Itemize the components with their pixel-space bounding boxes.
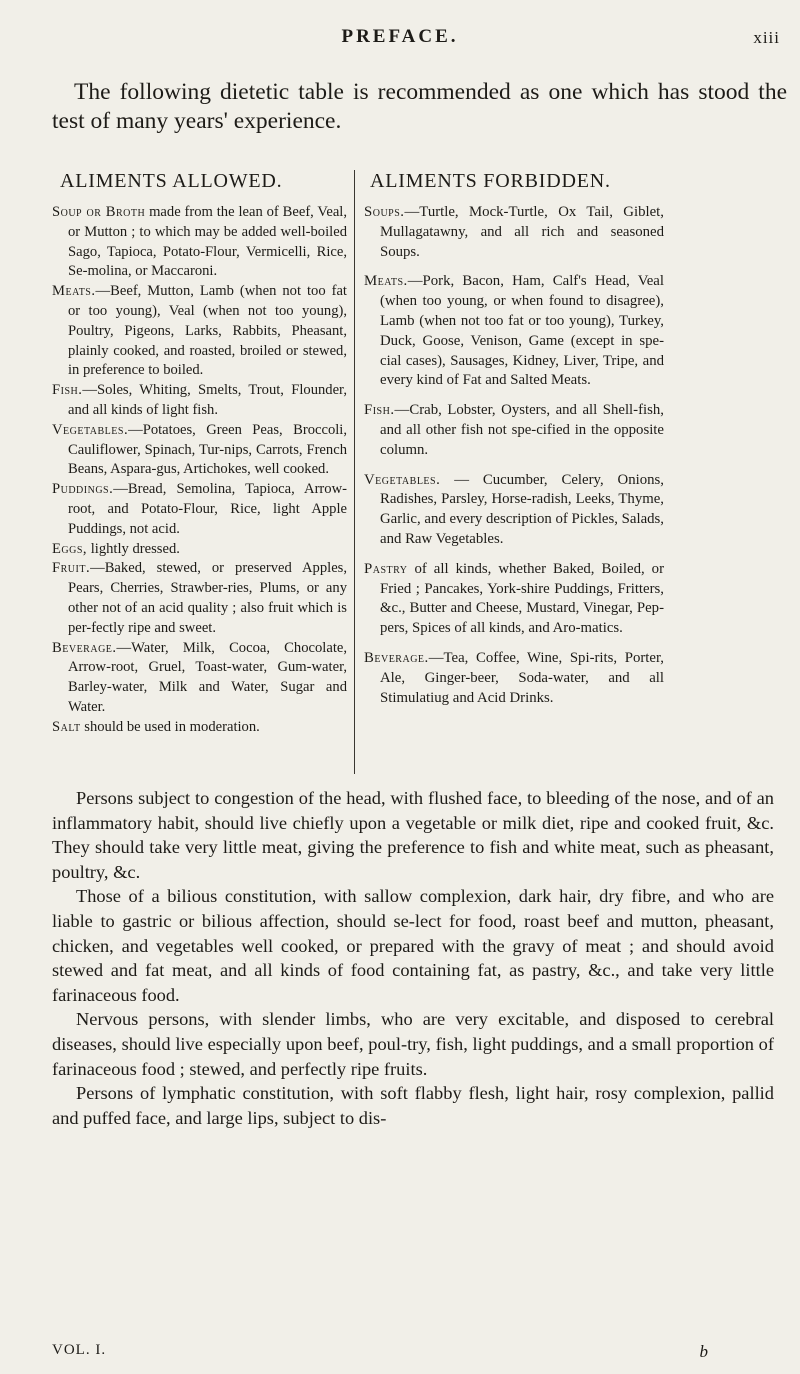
entry-heading: Meats. (52, 283, 96, 300)
entry-text: lightly dressed. (87, 540, 180, 557)
entry-text: —Tea, Coffee, Wine, Spi-rits, Porter, Ale, Ginger-beer, Soda-water, and all Stimulatiug and Acid Drinks. (380, 649, 664, 706)
entry-text: of all kinds, whether Baked, Boiled, or Fried ; Pancakes, York-shire Puddings, Fritters, &c., Butter and Cheese, Mustard, Vinegar, Pep-pers, Spices of all kinds, and Aro-matics. (380, 560, 664, 637)
paragraph: Persons of lymphatic constitution, with soft flabby flesh, light hair, rosy complexion, pallid and puffed face, and large lips, subject to dis- (52, 1083, 774, 1128)
running-head: PREFACE. (341, 26, 459, 47)
entry-text: —Beef, Mutton, Lamb (when not too fat or too young), Veal (when not too young), Poultry, Pigeons, Larks, Rabbits, Pheasant, plainly cooked, and roasted, broiled or stewed, in preference to boiled. (68, 283, 347, 379)
entry-text: —Water, Milk, Cocoa, Chocolate, Arrow-root, Gruel, Toast-water, Gum-water, Barley-water, Milk and Water, Sugar and Water. (68, 639, 347, 715)
entry-text: —Pork, Bacon, Ham, Calf's Head, Veal (when too young, or when found to disagree), Lamb (when not too fat or too young), Turkey, Duck, Goose, Venison, Game (except in spe-cial cases), Sausages, Kidney, Liver, Tripe, and every kind of Fat and Salted Meats. (380, 273, 664, 389)
entry-heading: Fish. (52, 382, 83, 399)
entry-text: —Crab, Lobster, Oysters, and all Shell-fish, and all other fish not spe-cified in the opposite column. (380, 402, 664, 458)
entry-heading: Pastry (364, 560, 408, 577)
entry-text: —Turtle, Mock-Turtle, Ox Tail, Giblet, Mullagatawny, and all rich and seasoned Soups. (380, 204, 664, 260)
entry-heading: Fish. (364, 402, 395, 419)
entry-heading: Beverage. (364, 649, 429, 666)
table-entry (52, 639, 347, 718)
column-divider (354, 170, 355, 774)
table-entry (52, 282, 347, 381)
paragraph: Persons subject to congestion of the head, with flushed face, to bleeding of the nose, and of an inflammatory habit, should live chiefly upon a vegetable or milk diet, ripe and cooked fruit, &c. They should take very little meat, giving the preference to fish and white meat, such as pheasant, poultry, &c. (52, 788, 774, 882)
table-entry (364, 203, 664, 262)
allowed-column (52, 170, 347, 738)
entry-text: —Soles, Whiting, Smelts, Trout, Flounder, and all kinds of light fish. (68, 382, 347, 418)
page-footer (52, 1342, 774, 1359)
intro-paragraph: The following dietetic table is recommended as one which has stood the test of many years' experience. (52, 79, 787, 134)
entry-text: should be used in moderation. (80, 718, 260, 735)
table-entry (364, 471, 664, 550)
entry-heading: Eggs, (52, 540, 88, 557)
entry-text: —Baked, stewed, or preserved Apples, Pears, Cherries, Strawber-ries, Plums, or any other not of an acid quality ; also fruit which is per-fectly ripe and sweet. (68, 560, 347, 636)
table-entry (52, 718, 347, 738)
paragraph: Those of a bilious constitution, with sallow complexion, dark hair, dry fibre, and who are liable to gastric or bilious affection, should se-lect for food, roast beef and mutton, pheasant, chicken, and vegetables well cooked, or prepared with the gravy of meat ; and should avoid stewed and fat meat, and all kinds of food containing fat, as pastry, &c., and take very little farinaceous food. (52, 886, 774, 1005)
entry-heading: Meats. (364, 273, 408, 290)
forbidden-column (364, 170, 664, 718)
body-text (52, 786, 774, 1130)
entry-heading: Puddings. (52, 481, 114, 498)
table-entry (52, 421, 347, 480)
table-entry (52, 203, 347, 282)
entry-text: —Bread, Semolina, Tapioca, Arrow-root, and Potato-Flour, Rice, light Apple Puddings, not acid. (68, 481, 347, 537)
forbidden-entries (364, 203, 664, 708)
entry-heading: Vegetables. (364, 471, 441, 488)
entry-heading: Vegetables. (52, 421, 129, 438)
entry-text: made from the lean of Beef, Veal, or Mutton ; to which may be added well-boiled Sago, Tapioca, Potato-Flour, Vermicelli, Rice, Se-molina, or Maccaroni. (68, 204, 347, 280)
entry-text: — Cucumber, Celery, Onions, Radishes, Parsley, Horse-radish, Leeks, Thyme, Garlic, and every description of Pickles, Salads, and Raw Vegetables. (380, 471, 664, 547)
entry-heading: Soups. (364, 204, 405, 220)
table-entry (364, 272, 664, 391)
volume-label: VOL. I. (52, 1342, 107, 1358)
paragraph: Nervous persons, with slender limbs, who are very excitable, and disposed to cerebral diseases, should live especially upon beef, poul-try, fish, light puddings, and a small proportion of farinaceous food ; stewed, and perfectly ripe fruits. (52, 1009, 774, 1079)
entry-heading: Salt (52, 718, 81, 735)
table-entry (52, 540, 347, 560)
allowed-entries (52, 203, 347, 738)
table-entry (52, 480, 347, 539)
table-entry (364, 649, 664, 708)
entry-heading: Soup or Broth (52, 204, 146, 220)
entry-text: —Potatoes, Green Peas, Broccoli, Cauliflower, Spinach, Tur-nips, Carrots, French Beans, Aspara-gus, Artichokes, well cooked. (68, 421, 347, 478)
entry-heading: Fruit. (52, 560, 91, 577)
page-number: xiii (753, 28, 780, 47)
allowed-title: ALIMENTS ALLOWED. (60, 170, 283, 192)
signature-mark: b (699, 1342, 708, 1361)
table-entry (364, 560, 664, 639)
entry-heading: Beverage. (52, 639, 117, 656)
table-entry (52, 381, 347, 421)
table-entry (364, 401, 664, 460)
dietetic-table (0, 170, 800, 772)
forbidden-title: ALIMENTS FORBIDDEN. (370, 170, 611, 192)
table-entry (52, 559, 347, 638)
